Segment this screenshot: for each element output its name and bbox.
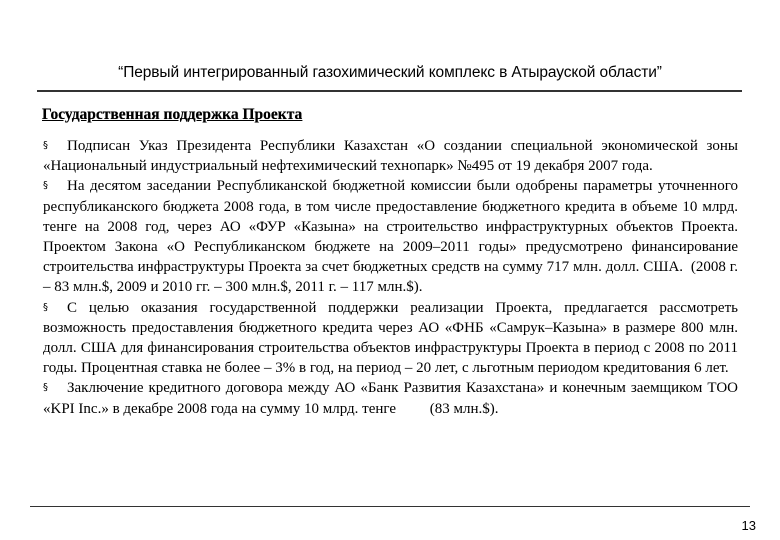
bullet-item-state-support xyxy=(43,298,738,379)
bullet-text: Подписан Указ Президента Республики Казахстан «О создании специальной экономической зоны «Национальный индустриальный нефтехимический технопарк» №495 от 19 декабря 2007 года. xyxy=(43,138,738,175)
funding-breakdown-note: (2008 г. – 83 млн.$, 2009 и 2010 гг. – 300 млн.$, 2011 г. – 117 млн.$). xyxy=(43,259,738,296)
bullet-text: На десятом заседании Республиканской бюджетной комиссии были одобрены параметры уточненного республиканского бюджета 2008 года, в том числе предоставление бюджетного кредита в объеме 10 млрд. тенге на 2008 год, через АО «ФУР «Казына» на строительство инфраструктурных объектов Проекта. Проектом Закона «О Республиканском бюджете на 2009–2011 годы» предусмотрено финансирование строительства инфраструктуры Проекта за счет бюджетных средств на сумму 717 млн. долл. США. xyxy=(43,178,738,276)
loan-usd-note: (83 млн.$). xyxy=(429,400,499,417)
bullet-marker: § xyxy=(43,382,48,394)
page-title: “Первый интегрированный газохимический комплекс в Атырауской области” xyxy=(118,64,662,81)
bullet-text: С целью оказания государственной поддержки реализации Проекта, предлагается рассмотреть возможность предоставления бюджетного кредита через АО «ФНБ «Самрук–Казына» в размере 800 млн. долл. США для финансирования строительства объектов инфраструктуры Проекта в период с 2008 по 2011 годы. Процентная ставка не более – 3% в год, на период – 20 лет, с льготным периодом кредитования 6 лет. xyxy=(43,299,738,377)
section-heading: Государственная поддержка Проекта xyxy=(42,106,303,123)
bullet-item-loan-agreement xyxy=(43,378,738,418)
bullet-item-decree xyxy=(43,136,738,176)
bullet-marker: § xyxy=(43,301,48,313)
bullet-marker: § xyxy=(43,140,48,151)
page-number: 13 xyxy=(741,518,756,533)
footer-divider xyxy=(30,506,750,507)
bullet-list xyxy=(43,136,738,419)
bullet-text: Заключение кредитного договора между АО «Банк Развития Казахстана» и конечным заемщиком ТОО «KPI Inc.» в декабре 2008 года на сумму 10 млрд. тенге xyxy=(43,380,738,417)
bullet-marker: § xyxy=(43,180,48,192)
bullet-item-budget-commission xyxy=(43,176,738,297)
title-divider xyxy=(37,90,742,92)
